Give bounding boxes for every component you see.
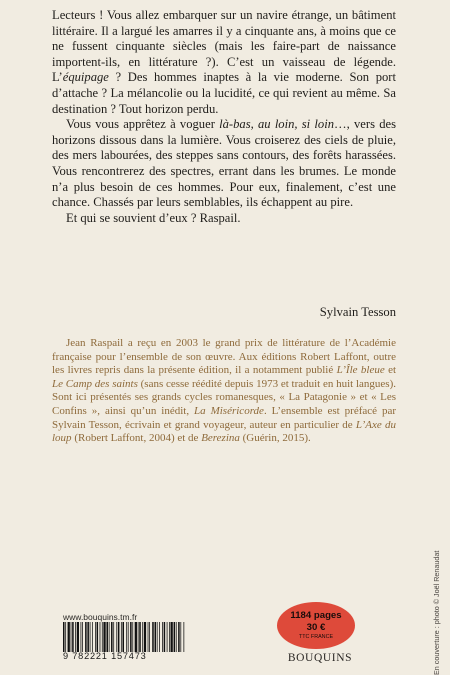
barcode-bar <box>75 622 76 652</box>
preface-text-segment: …, vers des horizons dissous dans la lumière. Vous croiserez des ciels de pluie, des mers labourées, des steppes sans contours, des forêts harassées. Vous rencontrerez des spectres, errant dans les brumes. Le monde n’a plus besoin de ces hommes. Pour eux, finalement, c’est une chance. Chassés par leurs semblables, ils échappent au pire. <box>52 117 396 210</box>
barcode-bar <box>87 622 89 652</box>
barcode-bar <box>100 622 101 652</box>
barcode-bar <box>81 622 82 652</box>
barcode-bar <box>135 622 137 652</box>
barcode-bar <box>106 622 108 652</box>
barcode-bar <box>130 622 132 652</box>
barcode-bar <box>148 622 149 652</box>
isbn-barcode <box>63 622 185 662</box>
bio-text-segment: (Guérin, 2015). <box>239 432 311 445</box>
barcode-bar <box>178 622 180 652</box>
preface-italic: là-bas, au loin, si loin <box>219 117 335 132</box>
bio-book-title: La Miséricorde <box>194 404 264 417</box>
barcode-bar <box>122 622 124 652</box>
barcode-bar <box>72 622 74 652</box>
preface-text-segment: Vous vous apprêtez à voguer <box>66 117 220 132</box>
barcode-bar <box>176 622 177 652</box>
barcode-bar <box>138 622 139 652</box>
barcode-bar <box>102 622 103 652</box>
cover-photo-credit: En couverture : photo © Joël Renaudat <box>432 550 441 675</box>
barcode-bar <box>85 622 87 652</box>
barcode-bars-graphic <box>63 622 185 652</box>
publisher-website: www.bouquins.tm.fr <box>63 612 138 622</box>
bio-book-title: Le Camp des saints <box>52 377 138 390</box>
bio-book-title: Berezina <box>201 432 240 445</box>
barcode-bar <box>118 622 120 652</box>
preface-text <box>52 8 396 226</box>
preface-paragraph-1 <box>52 8 396 117</box>
barcode-bar <box>132 622 133 652</box>
barcode-bar <box>116 622 117 652</box>
barcode-bar <box>121 622 122 652</box>
barcode-bar <box>144 622 146 652</box>
bio-book-title: L’Axe du loup <box>52 418 397 445</box>
barcode-bar <box>92 622 93 652</box>
barcode-bar <box>183 622 184 652</box>
barcode-bar <box>157 622 158 652</box>
page-count: 1184 pages <box>290 610 342 621</box>
preface-paragraph-3: Et qui se souvient d’eux ? Raspail. <box>66 210 241 225</box>
price-tax-label: TTC FRANCE <box>298 634 334 640</box>
barcode-bar <box>139 622 141 652</box>
bio-book-title: L’Île bleue <box>336 364 385 377</box>
barcode-bar <box>159 622 160 652</box>
bio-text-segment: Jean Raspail a reçu en 2003 le grand prix de littérature de l’Académie française pour l’ensemble de son œuvre. Aux éditions Robert Laffont, outre les livres repris dans la présente édition, il a notamment publié <box>52 337 396 377</box>
bio-text-segment: (sans cesse réédité depuis 1973 et traduit en huit langues). Sont ici présentés ses grands cycles romanesques, « La Patagonie » et « Les Confins », ainsi qu’un inédit, <box>52 377 396 417</box>
barcode-bar <box>113 622 114 652</box>
preface-paragraph-2 <box>52 117 396 211</box>
bio-text-segment: et <box>384 364 397 377</box>
barcode-bar <box>71 622 72 652</box>
price-value: 30 € <box>306 622 326 633</box>
barcode-bar <box>90 622 91 652</box>
barcode-bar <box>167 622 168 652</box>
barcode-bar <box>111 622 113 652</box>
bio-text-segment: (Robert Laffont, 2004) et de <box>71 432 202 445</box>
barcode-bar <box>77 622 79 652</box>
barcode-bar <box>169 622 170 652</box>
barcode-digits: 9 782221 157473 <box>63 651 147 661</box>
barcode-bar <box>109 622 110 652</box>
barcode-bar <box>164 622 166 652</box>
bio-text-segment: . L’ensemble est préfacé par Sylvain Tesson, écrivain et grand voyageur, auteur en particulier de <box>52 404 396 431</box>
preface-italic: équipage <box>62 70 109 85</box>
barcode-bar <box>126 622 127 652</box>
publisher-logo-text: BOUQUINS <box>287 652 353 664</box>
author-bio <box>52 337 396 446</box>
preface-signature: Sylvain Tesson <box>319 305 396 319</box>
barcode-bar <box>95 622 96 652</box>
barcode-bar <box>142 622 143 652</box>
barcode-bar <box>82 622 83 652</box>
barcode-bar <box>174 622 176 652</box>
barcode-bar <box>103 622 105 652</box>
preface-text-segment: Lecteurs ! Vous allez embarquer sur un navire étrange, un bâtiment littéraire. Il a largué les amarres il y a cinquante ans, à moins que ce ne fussent cinquante siècles (mais les faire-part de naissance importent-ils, en littérature ?). C’est un vaisseau de légende. L’ <box>52 8 396 85</box>
barcode-bar <box>65 622 66 652</box>
barcode-bar <box>68 622 70 652</box>
barcode-bar <box>128 622 129 652</box>
barcode-bar <box>180 622 181 652</box>
barcode-bar <box>171 622 173 652</box>
barcode-bar <box>162 622 163 652</box>
barcode-bar <box>155 622 157 652</box>
preface-text-segment: ? Des hommes inaptes à la vie moderne. Son port d’attache ? La mélancolie ou la lucidité, ce qui revient au même. Sa destination ? Tout horizon perdu. <box>52 70 396 116</box>
barcode-bar <box>149 622 150 652</box>
barcode-bar <box>152 622 154 652</box>
barcode-bar <box>63 622 65 652</box>
price-sticker <box>277 602 355 649</box>
author-bio-paragraph <box>52 337 396 446</box>
barcode-bar <box>97 622 99 652</box>
